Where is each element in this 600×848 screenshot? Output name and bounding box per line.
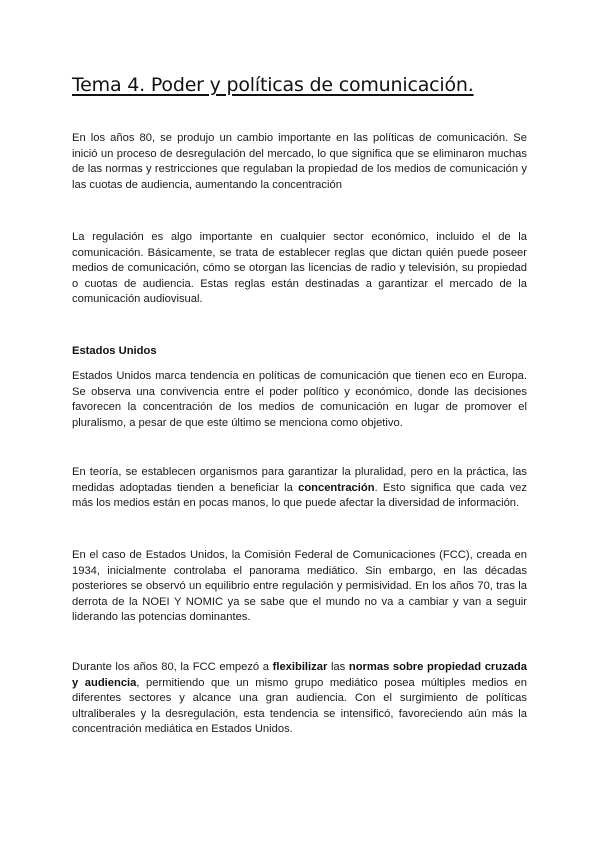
bold-term-flexibilizar: flexibilizar xyxy=(272,661,328,673)
section-heading-us: Estados Unidos xyxy=(72,345,157,357)
paragraph-deregulation: En los años 80, se produjo un cambio importante en las políticas de comunicación. Se inició un proceso de desregulación del mercado, lo que significa que se eliminaron muchas de las normas y restricciones que regulaban la propiedad de los medios de comunicación y las cuotas de audiencia, aumentando la concentración xyxy=(72,132,527,191)
bold-term-cross-ownership: normas sobre propiedad cruzada y audiencia xyxy=(72,661,527,689)
bold-term-concentration: concentración xyxy=(298,481,375,494)
text-segment: En teoría, se establecen organismos para garantizar la pluralidad, pero en la práctica, las medidas adoptadas tienden a beneficiar la xyxy=(72,466,527,494)
paragraph-theory-practice xyxy=(72,465,527,512)
paragraph-fcc-history: En el caso de Estados Unidos, la Comisión Federal de Comunicaciones (FCC), creada en 1934, inicialmente controlaba el panorama mediático. Sin embargo, en las décadas posteriores se observó un equilibrio entre regulación y permisividad. En los años 70, tras la derrota de la NOEI Y NOMIC ya se sabe que el mundo no va a cambiar y van a seguir liderando las potencias dominantes. xyxy=(72,549,527,623)
text-segment: . Esto significa que cada vez más los medios están en pocas manos, lo que puede afectar la diversidad de información. xyxy=(72,481,527,509)
text-segment: , permitiendo que un mismo grupo mediático posea múltiples medios en diferentes sectores y alcance una gran audiencia. Con el surgimiento de políticas ultraliberales y la desregulación, esta tendencia se intensificó, favoreciendo aún más la concentración mediática en Estados Unidos. xyxy=(72,676,528,735)
page-title: Tema 4. Poder y políticas de comunicación. xyxy=(72,74,474,96)
paragraph-fcc-80s xyxy=(72,660,527,738)
text-segment: las xyxy=(327,661,349,673)
text-segment: Durante los años 80, la FCC empezó a xyxy=(72,661,273,673)
paragraph-us-trend: Estados Unidos marca tendencia en políticas de comunicación que tienen eco en Europa. Se observa una convivencia entre el poder político y económico, donde las decisiones favorecen la concentración de los medios de comunicación en lugar de promover el pluralismo, a pesar de que este último se menciona como objetivo. xyxy=(72,370,527,429)
paragraph-regulation: La regulación es algo importante en cualquier sector económico, incluido el de la comunicación. Básicamente, se trata de establecer reglas que dictan quién puede poseer medios de comunicación, cómo se otorgan las licencias de radio y televisión, su propiedad o cuotas de audiencia. Estas reglas están destinadas a garantizar el mercado de la comunicación audiovisual. xyxy=(72,231,527,305)
